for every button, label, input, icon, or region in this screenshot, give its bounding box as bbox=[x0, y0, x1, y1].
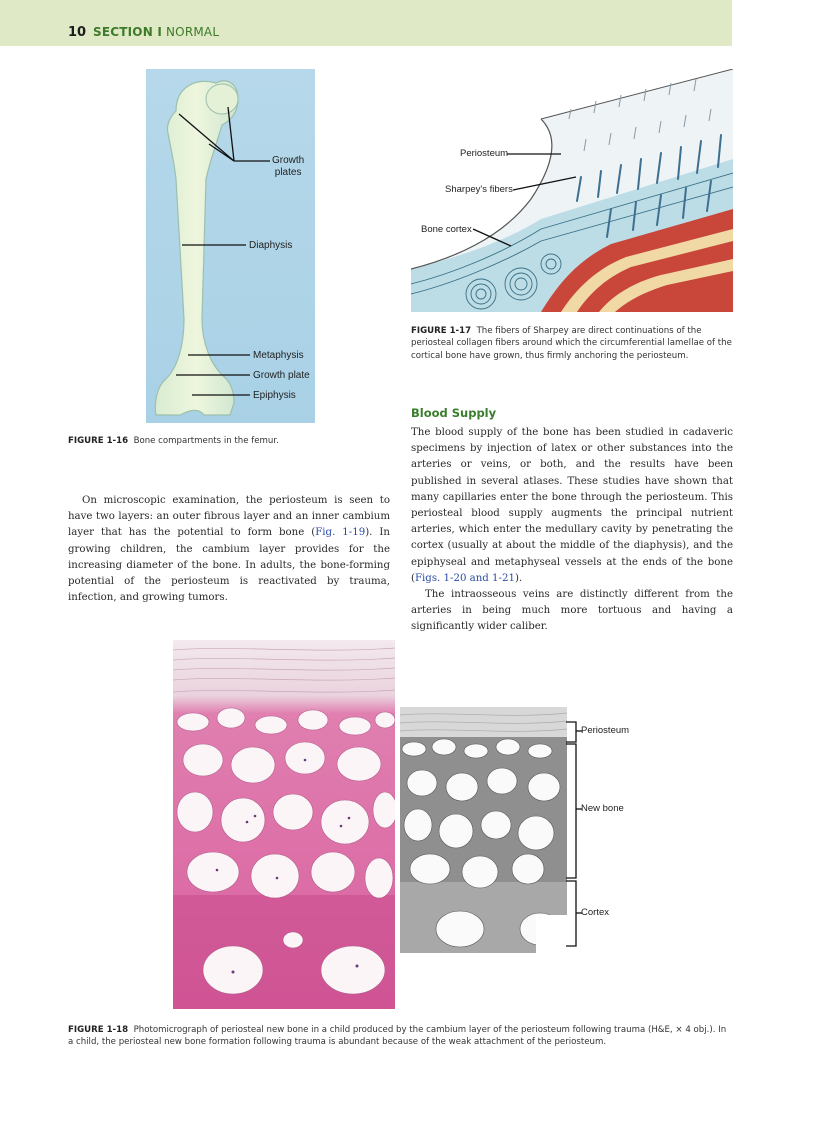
figure-1-16-caption bbox=[68, 435, 388, 447]
label-periosteum: Periosteum bbox=[460, 148, 509, 159]
figure-reference-link[interactable]: Fig. 1-19 bbox=[315, 527, 366, 539]
section-name: NORMAL bbox=[166, 25, 220, 39]
body-paragraph-periosteum bbox=[68, 493, 390, 606]
section-heading-blood-supply: Blood Supply bbox=[411, 406, 497, 420]
section-title bbox=[93, 25, 219, 39]
label-diaphysis: Diaphysis bbox=[249, 240, 293, 251]
label-cortex: Cortex bbox=[581, 907, 609, 918]
figure-1-17-caption bbox=[411, 325, 735, 362]
caption-text: Photomicrograph of periosteal new bone in a child produced by the cambium layer of the periosteum following trauma (H&E, × 4 obj.). In a child, the periosteal new bone formation following trauma is abundant because of the weak attachment of the periosteum. bbox=[68, 1025, 727, 1048]
caption-text: Bone compartments in the femur. bbox=[133, 436, 279, 446]
label-epiphysis: Epiphysis bbox=[253, 390, 296, 401]
figure-1-17-sharpey-fibers bbox=[411, 69, 733, 312]
figure-1-18-photomicrograph-gray bbox=[400, 707, 567, 953]
paragraph bbox=[68, 493, 390, 606]
page-number: 10 bbox=[68, 25, 87, 40]
figure-number: FIGURE 1-16 bbox=[68, 436, 129, 446]
label-new-bone: New bone bbox=[581, 803, 624, 814]
label-bone-cortex: Bone cortex bbox=[421, 224, 472, 235]
figure-number: FIGURE 1-17 bbox=[411, 326, 472, 336]
figure-1-16-femur bbox=[146, 69, 315, 423]
figure-reference-link[interactable]: Figs. 1-20 and 1-21 bbox=[414, 572, 515, 584]
figure-1-18-caption bbox=[68, 1024, 734, 1049]
text-run: The blood supply of the bone has been studied in cadaveric specimens by injection of latex or other substances into the arteries or veins, or both, and the results have been published in several atlases. These studies have shown that many capillaries enter the bone through the periosteum. This periosteal blood supply augments the principal nutrient arteries, which enter the medullary cavity by penetrating the cortex (usually at about the middle of the diaphysis), and the epiphyseal and metaphyseal vessels at the ends of the bone ( bbox=[411, 427, 733, 584]
label-growth-plates: Growth plates bbox=[272, 155, 305, 178]
body-blood-supply bbox=[411, 425, 733, 636]
paragraph bbox=[411, 425, 733, 587]
text-run: On microscopic examination, the periosteum is seen to have two layers: an outer fibrous layer and an inner cambium layer that has the potential to form bone ( bbox=[68, 495, 390, 539]
label-periosteum-fig18: Periosteum bbox=[581, 725, 630, 736]
figure-number: FIGURE 1-18 bbox=[68, 1025, 129, 1035]
text-run: ). bbox=[514, 572, 523, 584]
section-label: SECTION I bbox=[93, 25, 162, 39]
label-metaphysis: Metaphysis bbox=[253, 350, 304, 361]
paragraph: The intraosseous veins are distinctly different from the arteries in being much more tortuous and having a significantly wider caliber. bbox=[411, 589, 733, 633]
figure-1-18-photomicrograph-color bbox=[173, 640, 395, 1009]
caption-text: The fibers of Sharpey are direct continuations of the periosteal collagen fibers around which the circumferential lamellae of the cortical bone have grown, thus firmly anchoring the periosteum. bbox=[411, 326, 732, 361]
he-stain-image bbox=[173, 640, 395, 1009]
text-run: ). In growing children, the cambium layer provides for the increasing diameter of the bone. In adults, the bone-forming potential of the periosteum is reactivated by trauma, infection, and growing tumors. bbox=[68, 527, 390, 604]
label-sharpeys-fibers: Sharpey's fibers bbox=[445, 184, 513, 195]
running-header bbox=[0, 0, 732, 46]
grayscale-image bbox=[400, 707, 567, 953]
label-growth-plate: Growth plate bbox=[253, 370, 310, 381]
